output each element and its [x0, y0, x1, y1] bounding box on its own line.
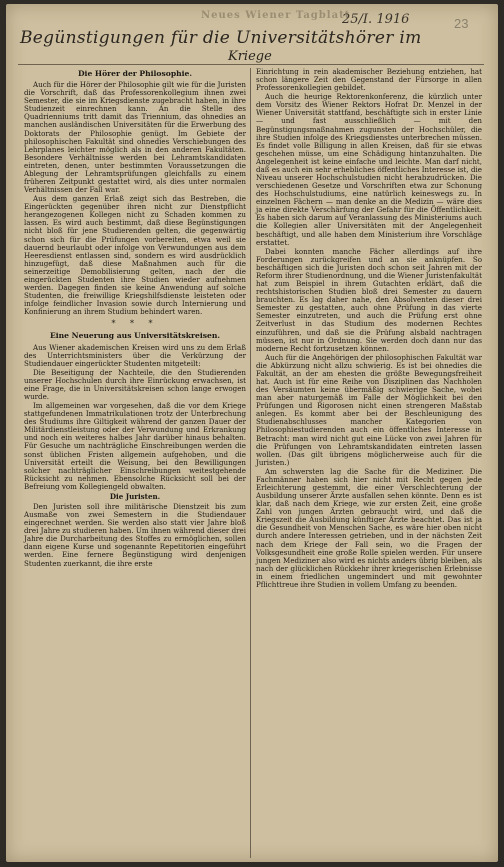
paragraph: Dabei konnten manche Fächer allerdings auf ihre Forderungen zurückgreifen und an sie anknüpfen. So beschäftigen sich die Juristen doch schon seit Jahren mit der Reform ihrer Studienordnung, und die Wiener Juristenfakultät hat zum Beispiel in ihrem Gutachten erklärt, daß die rechtshistorischen Studien bloß drei Semester zu dauern brauchten. Es lag daher nahe, den Absolventen dieser drei Semester zu gestatten, auch ohne Prüfung in das vierte Semester einzutreten, und auch die Prüfung erst ohne Zeitverlust in das Studium des modernen Rechtes einzuführen, und daß sie die Prüfung alsbald nachtragen müssen, ist nur in Ordnung. Sie werden doch dann nur das moderne Recht fortzusetzen können.: [256, 246, 482, 353]
paragraph: Den Juristen soll ihre militärische Dienstzeit bis zum Ausmaße von zwei Semestern in die Studiendauer eingerechnet werden. Sie werden also statt vier Jahre bloß drei Jahre zu studieren haben. Um ihnen während dieser drei Jahre die Durcharbeitung des Stoffes zu ermöglichen, sollen dann eigene Kurse und sogenannte Repetitorien eingeführt werden. Eine fernere Begünstigung wird denjenigen Studenten zuerkannt, die ihre erste: [24, 501, 246, 568]
handwritten-title: Begünstigungen für die Universitätshörer im: [20, 28, 422, 48]
paragraph: Auch die heurige Rektorenkonferenz, die kürzlich unter dem Vorsitz des Wiener Rektors Hofrat Dr. Menzel in der Wiener Universität stattfand, beschäftigte sich in erster Linie — und fast ausschließlich — mit den Begünstigungsmaßnahmen zugunsten der Hochschüler, die ihre Studien infolge des Kriegsdienstes unterbrechen müssen. Es findet volle Billigung in allen Kreisen, daß für sie etwas geschehen müsse, um eine Schädigung hintanzuhalten. Die Angelegenheit ist keine einfache und leichte. Man darf nicht, daß es auch ein sehr erhebliches öffentliches Interesse ist, die Niveau unserer Hochschulstudien nicht herabzudrücken. Die verschiedenen Gesetze und Vorschriften etwa zur Schonung des Hochschulstudiums, eine natürlich keineswegs zu. In einzelnen Fächern — man denke an die Medizin — wäre dies ja eine direkte Verschärfung der Gefahr für die Öffentlichkeit. Es haben sich darum auf Veranlassung des Ministeriums auch die Kollegien aller Universitäten mit der Angelegenheit beschäftigt, und alle haben dem Ministerium ihre Vorschläge erstattet.: [256, 92, 482, 247]
paragraph: Die Beseitigung der Nachteile, die den Studierenden unserer Hochschulen durch ihre Einrückung erwachsen, ist eine Frage, die in Universitätskreisen schon lange erwogen wurde.: [24, 367, 246, 401]
left-column: [24, 68, 246, 858]
section-separator: * * *: [111, 319, 159, 329]
masthead: Neues Wiener Tagblatt: [201, 10, 351, 21]
newspaper-clipping: [6, 4, 498, 862]
handwritten-date: 25/I. 1916: [342, 12, 410, 27]
handwritten-title-continuation: Kriege: [228, 49, 272, 64]
subheading-jurists: Die Juristen.: [109, 491, 161, 501]
paragraph: Am schwersten lag die Sache für die Mediziner. Die Fachmänner haben sich hier nicht mit Recht gegen jede Erleichterung gestemmt, die einer Verschlechterung der Ausbildung unserer Ärzte ausfallen sehen könnte. Denn es ist klar, daß nach dem Kriege, wie zur ersten Zeit, eine große Zahl von jungen Ärzten gebraucht wird, und daß die Kriegszeit die Ausbildung künftiger Ärzte beachtet. Das ist ja die Gesundheit von Menschen Sache, es wäre hier oben nicht durch andere Interessen getrieben, und in der nächsten Zeit nach dem Kriege der Fall sein, wo die Fragen der Volksgesundheit eine große Rolle spielen werden. Für unsere jungen Mediziner also wird es nichts anders übrig bleiben, als nach der glücklichen Rückkehr ihrer kriegerischen Erlebnisse in einem friedlichen ungemindert und mit gewohnter Pflichttreue ihre Studien in vollem Umfang zu beenden.: [256, 466, 482, 589]
paragraph: Im allgemeinen war vorgesehen, daß die vor dem Kriege stattgefundenen Immatrikulationen trotz der Unterbrechung des Studiums ihre Giltigkeit während der ganzen Dauer der Militärdienstleistung oder der Verwundung und Erkrankung und noch ein weiteres halbes Jahr darüber hinaus behalten. Für Gesuche um nachträgliche Einschreibungen werden die sonst üblichen Fristen allgemein aufgehoben, und die Universität erteilt die Weisung, bei den Bewilligungen solcher nachträglicher Einschreibungen weitestgehende Rücksicht zu nehmen. Ebensolche Rücksicht soll bei der Befreiung vom Kollegiengeld obwalten.: [24, 401, 246, 491]
heading-university-news: Eine Neuerung aus Universitätskreisen.: [49, 331, 221, 341]
paragraph: Auch für die Angehörigen der philosophischen Fakultät war die Abkürzung nicht allzu schwierig. Es ist bei ohnedies die Fakultät, an der am ehesten die größte Bewegungsfreiheit hat. Auch ist für eine Reihe von Disziplinen das Nachholen des Versäumten keine übermäßig schwierige Sache, wobei man aber naturgemäß im Falle der Möglichkeit bei den Prüfungen und Rigorosen nicht einen strengeren Maßstab anlegen. Es kommt aber bei der Beschleunigung des Studienabschlusses mancher Kategorien von Philosophiestudierenden auch ein öffentliches Interesse in Betracht: man wird nicht gut eine Lücke von zwei Jahren für die Prüfungen von Lehramtskandidaten eintreten lassen wollen. (Das gilt übrigens möglicherweise auch für die Juristen.): [256, 352, 482, 467]
column-divider: [250, 68, 251, 858]
paragraph: Aus dem ganzen Erlaß zeigt sich das Bestreben, die Eingerückten gegenüber ihren nicht zur Dienstpflicht herangezogenen Kollegen nicht zu Schaden kommen zu lassen. Es wird auch bestimmt, daß diese Begünstigungen nicht bloß für jene Studierenden gelten, die gegenwärtig schon sich für die Prüfungen vorbereiten, etwa weil sie dauernd beurlaubt oder infolge von Verwundungen aus dem Heeresdienst entlassen sind, sondern es wird ausdrücklich hinzugefügt, daß diese Maßnahmen auch für die seinerzeitige Demobilisierung gelten, nach der die eingerückten Studenten ihre Studien wieder aufnehmen werden. Dagegen finden sie keine Anwendung auf solche Studenten, die freiwillige Kriegshilfsdienste leisteten oder infolge feindlicher Invasion sowie durch Internierung und Konfinierung an ihrem Studium behindert waren.: [24, 194, 246, 317]
header-rule: [18, 64, 484, 65]
heading-philosophy: Die Hörer der Philosophie.: [77, 69, 193, 78]
paragraph: Aus Wiener akademischen Kreisen wird uns zu dem Erlaß des Unterrichtsministers über die Verkürzung der Studiendauer eingerückter Studenten mitgeteilt:: [24, 342, 246, 368]
right-column: [256, 68, 482, 858]
paragraph: Auch für die Hörer der Philosophie gilt wie für die Juristen die Vorschrift, daß das Professorenkollegium ihnen zwei Semester, die sie im Kriegsdienste zugebracht haben, in ihre Studienzeit einrechnen kann. An die Stelle des Quadrienniums tritt damit das Triennium, das ohnedies an manchen ausländischen Universitäten für die Erwerbung des Doktorats der Philosophie genügt. Im Gebiete der philosophischen Fakultät sind ohnedies Verschiebungen des Lehrplanes leichter möglich als in den anderen Fakultäten. Besondere Verhältnisse werden bei Lehramtskandidaten eintreten, denen, unter bestimmten Voraussetzungen die Ablegung der Lehramtsprüfungen gleichfalls zu einem früheren Zeitpunkt gestattet wird, als dies unter normalen Verhältnissen der Fall war.: [24, 80, 246, 195]
page-number: 23: [454, 16, 469, 31]
paragraph: Einrichtung in rein akademischer Beziehung entziehen, hat schon längere Zeit den Gegenstand der Fürsorge in allen Professorenkollegien gebildet.: [256, 67, 482, 93]
